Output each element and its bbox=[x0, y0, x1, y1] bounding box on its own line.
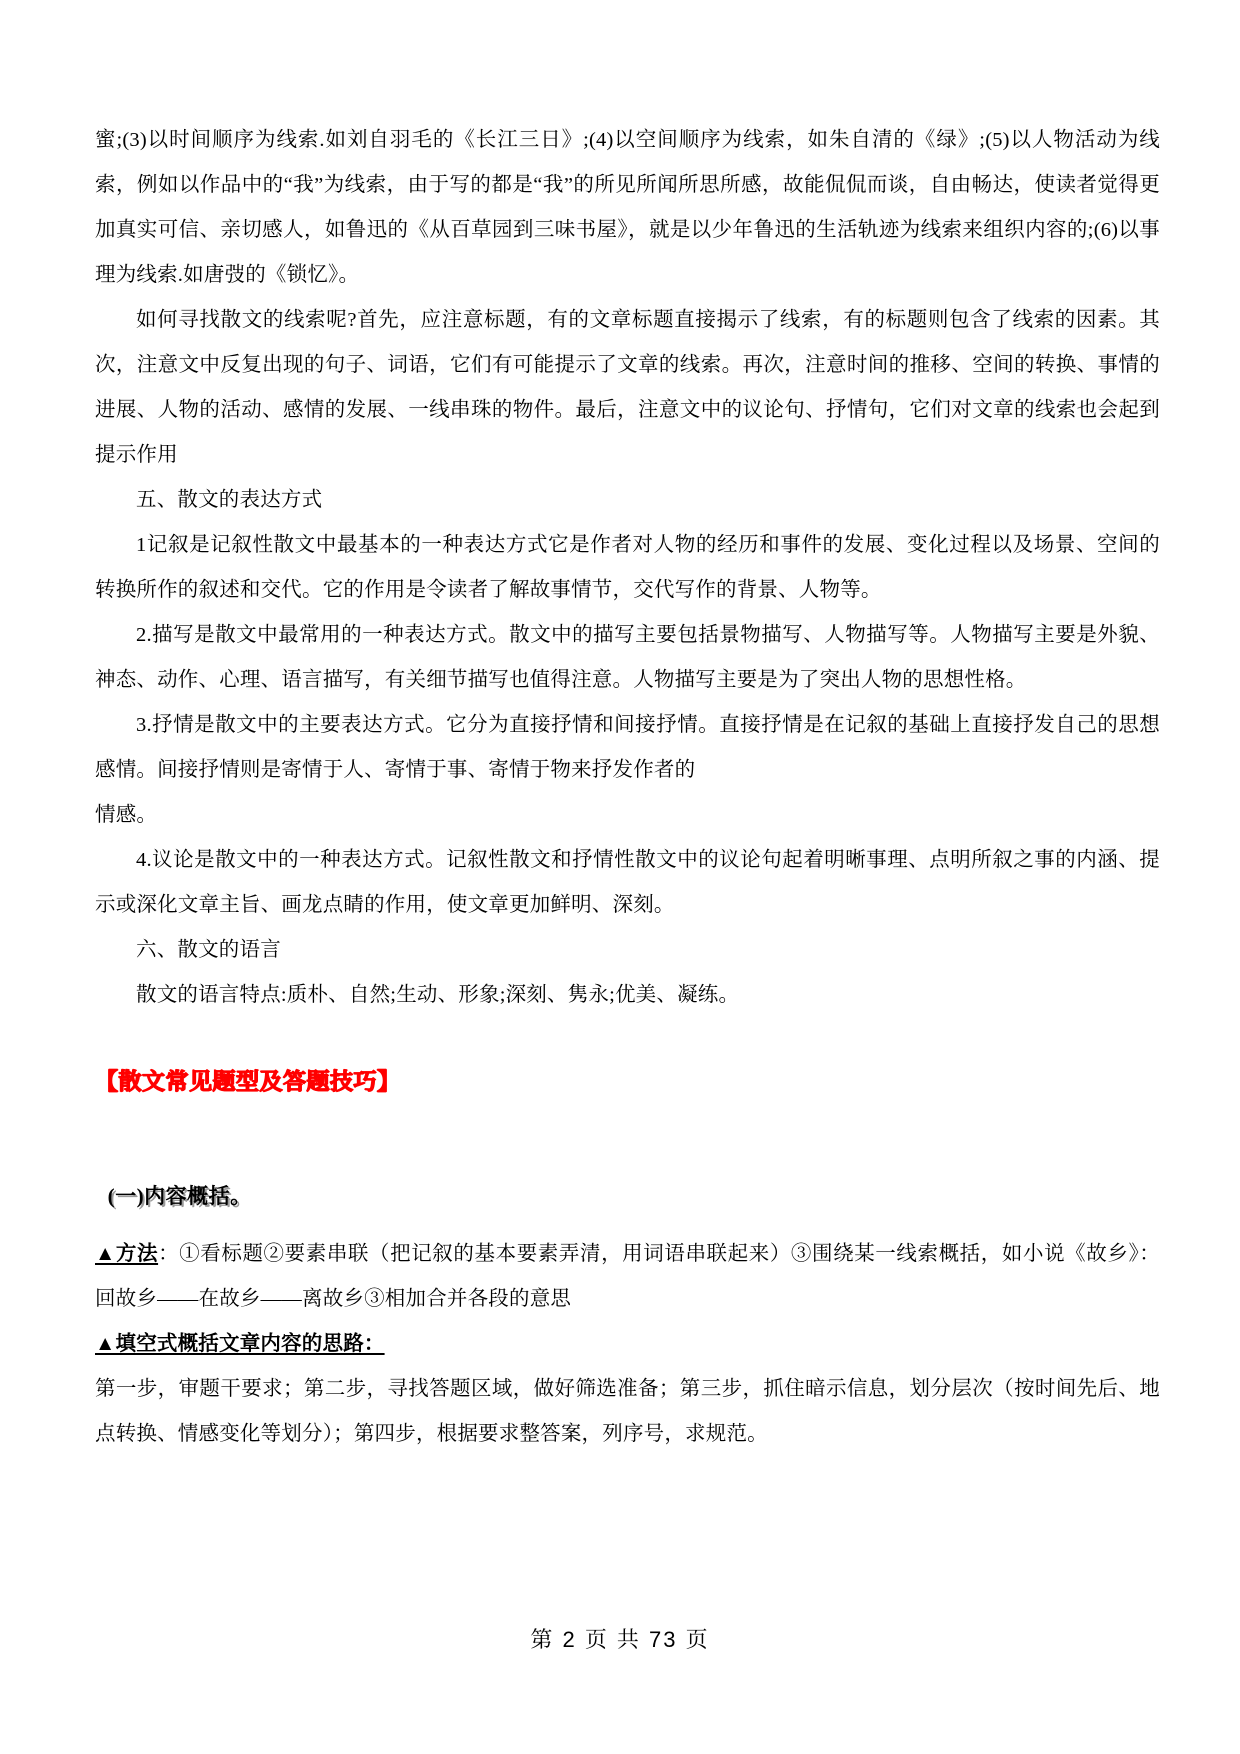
paragraph-method-line bbox=[95, 1232, 1160, 1322]
paragraph-clue-types-continued: 蜜;(3)以时间顺序为线索.如刘自羽毛的《长江三日》;(4)以空间顺序为线索，如朱自清的《绿》;(5)以人物活动为线索，例如以作品中的“我”为线索，由于写的都是“我”的所见所闻所思所感，故能侃侃而谈，自由畅达，使读者觉得更加真实可信、亲切感人，如鲁迅的《从百草园到三味书屋》，就是以少年鲁迅的生活轨迹为线索来组织内容的;(6)以事理为线索.如唐弢的《锁忆》。 bbox=[95, 129, 1160, 286]
heading-fill-in-approach bbox=[95, 1322, 1160, 1367]
method-label: ▲方法 bbox=[95, 1243, 159, 1265]
page-footer: 第 2 页 共 73 页 bbox=[530, 1627, 710, 1652]
paragraph-expression-3-lyricism: 3.抒情是散文中的主要表达方式。它分为直接抒情和间接抒情。直接抒情是在记叙的基础上直接抒发自己的思想感情。间接抒情则是寄情于人、寄情于事、寄情于物来抒发作者的 bbox=[95, 714, 1160, 781]
heading-section-six: 六、散文的语言 bbox=[136, 939, 281, 961]
paragraph-language-features: 散文的语言特点:质朴、自然;生动、形象;深刻、隽永;优美、凝练。 bbox=[136, 984, 740, 1006]
subsection-heading-content-summary: (一)内容概括。 bbox=[107, 1184, 252, 1208]
red-section-heading: 【散文常见题型及答题技巧】 bbox=[95, 1069, 401, 1094]
spacer-after-red-heading bbox=[95, 1101, 1160, 1146]
method-rest-text: ：①看标题②要素串联（把记叙的基本要素弄清，用词语串联起来）③围绕某一线索概括，如小说《故乡》：回故乡——在故乡——离故乡③相加合并各段的意思 bbox=[95, 1243, 1160, 1310]
paragraph-expression-2-description: 2.描写是散文中最常用的一种表达方式。散文中的描写主要包括景物描写、人物描写等。人物描写主要是外貌、神态、动作、心理、语言描写，有关细节描写也值得注意。人物描写主要是为了突出人物的思想性格。 bbox=[95, 624, 1160, 691]
spacer-before-red-heading bbox=[95, 1018, 1160, 1063]
spacer-after-red-heading-2 bbox=[95, 1146, 1160, 1176]
fill-in-heading-label: ▲填空式概括文章内容的思路： bbox=[95, 1333, 385, 1355]
paragraph-expression-4-discussion: 4.议论是散文中的一种表达方式。记叙性散文和抒情性散文中的议论句起着明晰事理、点明所叙之事的内涵、提示或深化文章主旨、画龙点睛的作用，使文章更加鲜明、深刻。 bbox=[95, 849, 1160, 916]
paragraph-four-steps: 第一步，审题干要求；第二步，寻找答题区域，做好筛选准备；第三步，抓住暗示信息，划分层次（按时间先后、地点转换、情感变化等划分）；第四步，根据要求整答案，列序号，求规范。 bbox=[95, 1378, 1160, 1445]
heading-section-five: 五、散文的表达方式 bbox=[136, 489, 323, 511]
paragraph-expression-3-continued: 情感。 bbox=[95, 804, 158, 826]
paragraph-how-to-find-clue: 如何寻找散文的线索呢?首先，应注意标题，有的文章标题直接揭示了线索，有的标题则包含了线索的因素。其次，注意文中反复出现的句子、词语，它们有可能提示了文章的线索。再次，注意时间的推移、空间的转换、事情的进展、人物的活动、感情的发展、一线串珠的物件。最后，注意文中的议论句、抒情句，它们对文章的线索也会起到提示作用 bbox=[95, 309, 1160, 466]
spacer-before-method bbox=[95, 1216, 1160, 1232]
document-body bbox=[95, 118, 1160, 1457]
paragraph-expression-1-narration: 1记叙是记叙性散文中最基本的一种表达方式它是作者对人物的经历和事件的发展、变化过程以及场景、空间的转换所作的叙述和交代。它的作用是令读者了解故事情节，交代写作的背景、人物等。 bbox=[95, 534, 1160, 601]
